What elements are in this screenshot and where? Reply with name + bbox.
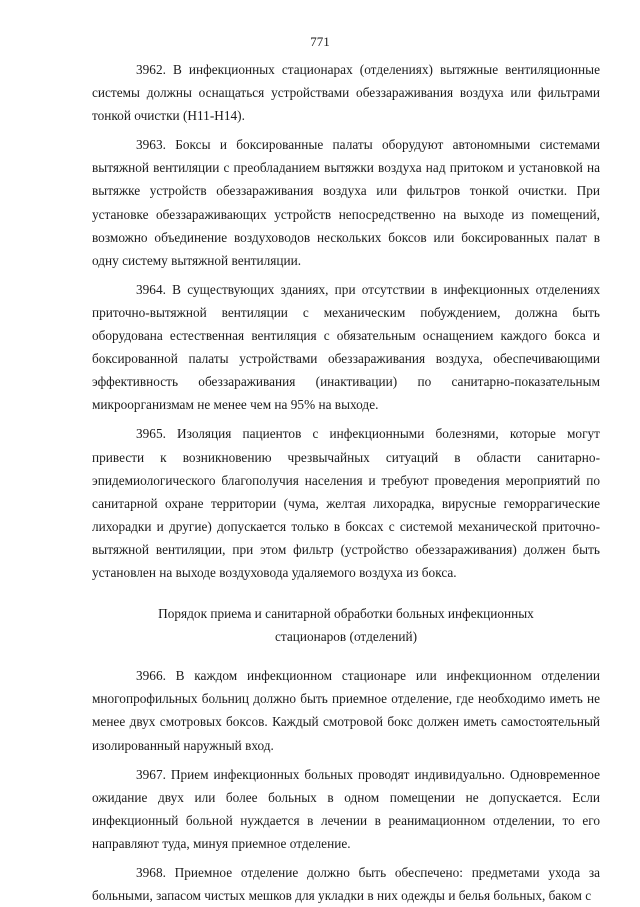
paragraph-3962: 3962. В инфекционных стационарах (отделениях) вытяжные вентиляционные системы должны оснащаться устройствами обеззараживания воздуха или фильтрами тонкой очистки (Н11-Н14). (92, 62, 600, 124)
paragraph-3965: 3965. Изоляция пациентов с инфекционными болезнями, которые могут привести к возникновению чрезвычайных ситуаций в области санитарно-эпидемиологического благополучия населения и требуют проведения мероприятий по санитарной охране территории (чума, желтая лихорадка, вирусные геморрагические лихорадки и другие) допускается только в боксах с системой механической приточно-вытяжной вентиляции, при этом фильтр (устройство обеззараживания) должен быть установлен на выходе воздуховода удаляемого воздуха из бокса. (92, 426, 600, 580)
paragraph-3964: 3964. В существующих зданиях, при отсутствии в инфекционных отделениях приточно-вытяжной вентиляции с механическим побуждением, должна быть оборудована естественная вентиляция с обязательным оснащением каждого бокса и боксированной палаты устройствами обеззараживания воздуха, обеспечивающими эффективность обеззараживания (инактивации) по санитарно-показательным микроорганизмам не менее чем на 95% на выходе. (92, 281, 600, 413)
paragraph-3963: 3963. Боксы и боксированные палаты оборудуют автономными системами вытяжной вентиляции с преобладанием вытяжки воздуха над притоком и установкой на вытяжке устройств обеззараживания воздуха или фильтров тонкой очистки. При установке обеззараживающих устройств непосредственно на выходе из помещений, возможно объединение воздуховодов нескольких боксов или боксированных палат в одну систему вытяжной вентиляции. (92, 137, 600, 268)
paragraph-3967: 3967. Прием инфекционных больных проводят индивидуально. Одновременное ожидание двух или более больных в одном помещении не допускается. Если инфекционный больной нуждается в лечении в реанимационном отделении, то его направляют туда, минуя приемное отделение. (92, 766, 600, 851)
page-body (92, 58, 600, 907)
page-number: 771 (310, 34, 330, 49)
paragraph-3966: 3966. В каждом инфекционном стационаре или инфекционном отделении многопрофильных больниц должно быть приемное отделение, где необходимо иметь не менее двух смотровых боксов. Каждый смотровой бокс должен иметь самостоятельный изолированный наружный вход. (92, 668, 600, 753)
section-heading: Порядок приема и санитарной обработки больных инфекционных стационаров (отделений) (158, 606, 534, 645)
paragraph-3968: 3968. Приемное отделение должно быть обеспечено: предметами ухода за больными, запасом чистых мешков для укладки в них одежды и белья больных, баком с (92, 865, 600, 904)
